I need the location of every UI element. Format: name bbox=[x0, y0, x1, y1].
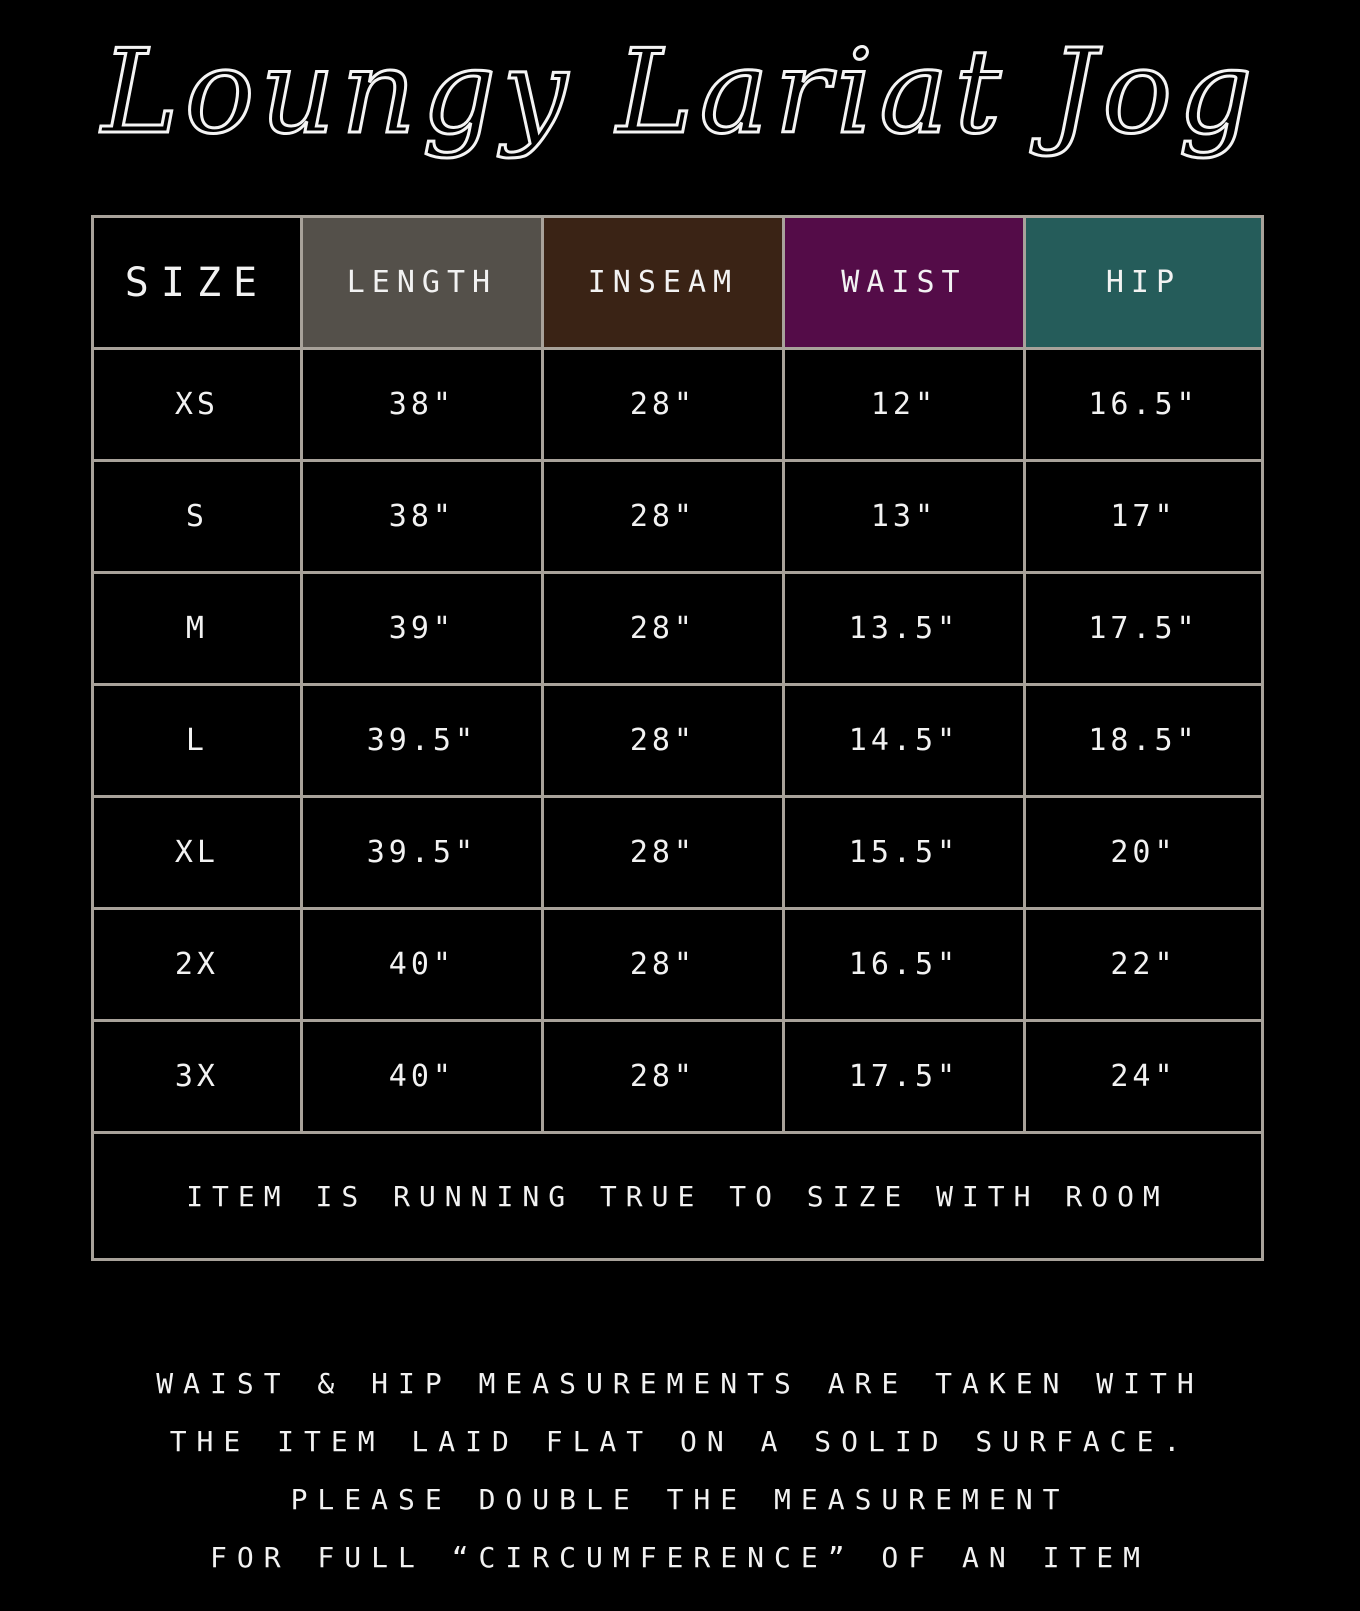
footnote-line: PLEASE DOUBLE THE MEASUREMENT bbox=[290, 1483, 1070, 1516]
hip-cell: 24" bbox=[1024, 1021, 1262, 1133]
waist-cell: 17.5" bbox=[783, 1021, 1024, 1133]
inseam-cell: 28" bbox=[542, 909, 783, 1021]
fit-note-row bbox=[93, 1133, 1263, 1260]
header-hip: HIP bbox=[1024, 217, 1262, 349]
header-length: LENGTH bbox=[301, 217, 542, 349]
length-cell: 39.5" bbox=[301, 797, 542, 909]
hip-cell: 16.5" bbox=[1024, 349, 1262, 461]
table-row bbox=[93, 1021, 1263, 1133]
size-cell: XL bbox=[93, 797, 302, 909]
hip-cell: 22" bbox=[1024, 909, 1262, 1021]
length-cell: 40" bbox=[301, 1021, 542, 1133]
hip-cell: 20" bbox=[1024, 797, 1262, 909]
header-waist: WAIST bbox=[783, 217, 1024, 349]
table-row bbox=[93, 349, 1263, 461]
inseam-cell: 28" bbox=[542, 685, 783, 797]
size-cell: M bbox=[93, 573, 302, 685]
table-row bbox=[93, 909, 1263, 1021]
inseam-cell: 28" bbox=[542, 1021, 783, 1133]
inseam-cell: 28" bbox=[542, 797, 783, 909]
table-row bbox=[93, 461, 1263, 573]
size-cell: 2X bbox=[93, 909, 302, 1021]
page-title: Loungy Lariat Jog bbox=[101, 25, 1259, 160]
length-cell: 38" bbox=[301, 461, 542, 573]
table-header-row bbox=[93, 217, 1263, 349]
length-cell: 39.5" bbox=[301, 685, 542, 797]
hip-cell: 18.5" bbox=[1024, 685, 1262, 797]
inseam-cell: 28" bbox=[542, 573, 783, 685]
length-cell: 38" bbox=[301, 349, 542, 461]
hip-cell: 17.5" bbox=[1024, 573, 1262, 685]
waist-cell: 12" bbox=[783, 349, 1024, 461]
waist-cell: 15.5" bbox=[783, 797, 1024, 909]
size-cell: 3X bbox=[93, 1021, 302, 1133]
size-chart-table bbox=[91, 215, 1264, 1261]
inseam-cell: 28" bbox=[542, 461, 783, 573]
table-row bbox=[93, 797, 1263, 909]
fit-note: ITEM IS RUNNING TRUE TO SIZE WITH ROOM bbox=[93, 1133, 1263, 1260]
waist-cell: 14.5" bbox=[783, 685, 1024, 797]
table-row bbox=[93, 573, 1263, 685]
inseam-cell: 28" bbox=[542, 349, 783, 461]
size-cell: L bbox=[93, 685, 302, 797]
header-size: SIZE bbox=[93, 217, 302, 349]
waist-cell: 13.5" bbox=[783, 573, 1024, 685]
size-cell: S bbox=[93, 461, 302, 573]
waist-cell: 16.5" bbox=[783, 909, 1024, 1021]
length-cell: 40" bbox=[301, 909, 542, 1021]
measurement-footnote bbox=[0, 1355, 1360, 1587]
footnote-line: THE ITEM LAID FLAT ON A SOLID SURFACE. bbox=[169, 1425, 1191, 1458]
footnote-line: WAIST & HIP MEASUREMENTS ARE TAKEN WITH bbox=[156, 1367, 1204, 1400]
footnote-line: FOR FULL “CIRCUMFERENCE” OF AN ITEM bbox=[209, 1541, 1150, 1574]
size-cell: XS bbox=[93, 349, 302, 461]
header-inseam: INSEAM bbox=[542, 217, 783, 349]
waist-cell: 13" bbox=[783, 461, 1024, 573]
table-row bbox=[93, 685, 1263, 797]
hip-cell: 17" bbox=[1024, 461, 1262, 573]
length-cell: 39" bbox=[301, 573, 542, 685]
